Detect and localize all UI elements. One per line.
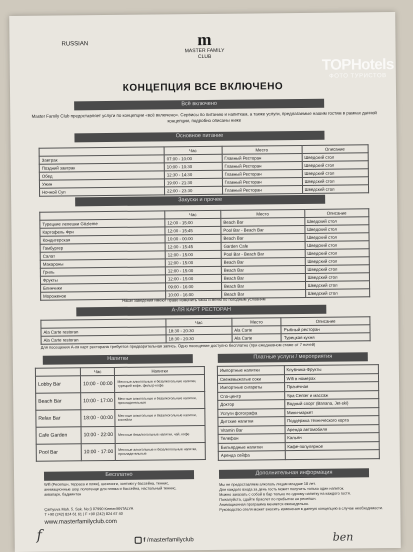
social-text: /masterfamilyclub (147, 537, 194, 544)
cell: Кафе-популярное (285, 441, 379, 450)
cell: Beach Bar (221, 281, 305, 290)
column-header: Напитки (115, 367, 205, 376)
cell: Garden Cafe (221, 241, 305, 250)
cell: Ужин (39, 179, 164, 188)
cell: 19:00 - 21:30 (164, 178, 222, 187)
bar-name: Pool Bar (36, 444, 81, 461)
cell: Главный Ресторан (222, 185, 302, 194)
column-header: Час (80, 367, 115, 375)
cell: 12:00 - 15:45 (165, 226, 221, 235)
cell: Beach Bar (221, 217, 305, 226)
cell: Ala Carte restoran (41, 335, 166, 344)
cell: Турецкие лепешки Gözleme (40, 219, 165, 228)
list-item: Анимационная программа меняется еженедельно. (219, 501, 309, 507)
cell: Главный Ресторан (222, 169, 302, 178)
cell: 12:00 - 15:45 (165, 242, 221, 251)
bar-name: Relax Bar (36, 410, 81, 427)
social-handle (135, 536, 194, 544)
cell: Фрукты (40, 275, 165, 284)
cell: Услуги фотографа (218, 408, 285, 417)
cell: Спа-центр (218, 391, 285, 400)
free-line: аквапарк, бадминтон (44, 492, 82, 497)
cell: Wifi в номерах (284, 373, 378, 382)
cell: Шведский стол (302, 177, 368, 186)
table-row (36, 426, 205, 445)
watermark (322, 56, 394, 80)
snacks-heading: Закуски и прочее (75, 195, 325, 207)
table-row (36, 392, 205, 411)
cell: Мороженое (41, 291, 166, 300)
cell: Beach Bar (222, 289, 306, 298)
bar-drinks: Местные алкогольные и безалкогольные напитки, коктейли (115, 409, 205, 427)
cell: Ala Carte (232, 326, 282, 335)
cell: Салат (40, 251, 165, 260)
bar-hours: 10:00 - 00:00 (80, 375, 115, 392)
services-heading: Платные услуги / мероприятия (218, 352, 368, 363)
cell: Прачечная (284, 382, 378, 391)
meals-heading: Основное питание (74, 131, 324, 143)
cell: Аренда сейфа (218, 451, 285, 460)
cell: 18:30 - 20:30 (166, 334, 232, 343)
cell: 10:00 - 16:00 (166, 290, 222, 299)
cell: Шведский стол (305, 273, 369, 282)
cell: Гамбургер (40, 243, 165, 252)
list-item: Руководство отеля может вносить изменения в данную концепцию в случае необходимости. (219, 506, 384, 512)
cell: Импортные сигареты (218, 383, 285, 392)
cell: Шведский стол (305, 225, 369, 234)
table-row (36, 443, 205, 462)
cell: Шведский стол (305, 289, 369, 298)
bar-hours: 10:00 - 17:00 (81, 443, 116, 460)
cell: Шведский стол (305, 265, 369, 274)
bar-drinks: Местные алкогольные и безалкогольные напитки, прохладительные (115, 392, 205, 410)
cell (285, 450, 379, 459)
column-header: Описание (302, 145, 368, 154)
cell: Beach Bar (221, 257, 305, 266)
facebook-icon: f (143, 537, 146, 544)
cell: Завтрак (39, 155, 164, 164)
cell: Шведский стол (304, 217, 368, 226)
footer-info (44, 481, 194, 526)
table-row (36, 409, 205, 428)
cell: Дитские напитки (218, 417, 285, 426)
snacks-note: Наши заведения имеют право изменить часы и меню по погодным условиям (122, 296, 266, 303)
cell: Beach Bar (221, 273, 305, 282)
bar-drinks: Местные безалкогольные напитки, чай, кофе (115, 426, 205, 444)
signature-left: f (36, 527, 42, 544)
cell: Доктор (218, 400, 285, 409)
bar-name: Lobby Bar (35, 376, 80, 393)
cell: Гриль (40, 267, 165, 276)
column-header: Час (166, 318, 232, 327)
list-item: Для каждого входа за день гость может получить только один напиток. (219, 486, 345, 492)
language-label: RUSSIAN (61, 41, 89, 48)
cell: 10:00 - 10:30 (164, 162, 222, 171)
watermark-brand: TOPHotels (321, 56, 394, 74)
cell: Картофель Фри (40, 227, 165, 236)
cell: Поздний завтрак (39, 163, 164, 172)
cell: Ночной Суп (40, 187, 165, 196)
cell: 09:00 - 16:00 (166, 282, 222, 291)
cell: Шведский стол (305, 233, 369, 242)
alacarte-heading: А-ЛЯ КАРТ РЕСТОРАН (76, 305, 326, 317)
list-item: Пожалуйста, сдайте браслет по прибытии на ресепшн. (219, 496, 317, 502)
cell: Шведский стол (305, 249, 369, 258)
free-heading: Бесплатно (44, 470, 194, 481)
column-header: Место (221, 209, 305, 218)
cell: 22:00 - 23:30 (165, 186, 223, 195)
bar-hours: 10:00 - 22:00 (81, 426, 116, 443)
intro-heading: Всё включено (74, 99, 324, 111)
cell: Vitamin Bar (218, 425, 285, 434)
bar-hours: 18:00 - 00:00 (81, 409, 116, 426)
cell: 12:00 - 15:00 (165, 250, 221, 259)
cell: Макароны (40, 259, 165, 268)
cell: Ala Carte restoran (41, 327, 166, 336)
logo-mark: m (197, 29, 212, 50)
cell: Шведский стол (302, 169, 368, 178)
instagram-icon (135, 537, 142, 544)
cell: Поддержка технического корта (285, 416, 379, 425)
cell: Шведский стол (302, 161, 368, 170)
free-line: анимационные шоу, полотенце для пляжа и бассейна, настольный теннис, (44, 486, 177, 492)
bar-name: Cafe Garden (36, 427, 81, 444)
cell: Pool Bar - Beach Bar (221, 249, 305, 258)
website: www.masterfamilyclub.com (44, 518, 117, 526)
cell: Шведский стол (302, 153, 368, 162)
cell: 12:30 - 14:30 (164, 170, 222, 179)
intro-text: Master Family Club предоставляет услуги по концепции «всё включено». Сервисы по питанию и напиткам, а также услуги, предлагаемые нашим гостям в рамках данной концепции, подробно описаны ниже (31, 110, 377, 124)
logo-line1: MASTER FAMILY (184, 47, 225, 55)
cell: Бильярдные напитки (218, 442, 285, 451)
meals-table (39, 144, 369, 196)
cell: Шведский стол (305, 281, 369, 290)
cell: Блинчики (41, 283, 166, 292)
cell: Шведский стол (305, 257, 369, 266)
alacarte-note: Для посещения А-ля карт ресторана требуется предварительная запись. Одно посещение доступно бесплатно (при ежедневном стаже от 7 ночей) (40, 341, 316, 350)
cell: 12:00 - 15:00 (165, 218, 221, 227)
cell: Свежевыжатые соки (217, 374, 284, 383)
column-header: Место (232, 318, 282, 327)
snacks-table (39, 208, 370, 300)
cell: Beach Bar (221, 265, 305, 274)
cell: Spa Center и массаж (284, 390, 378, 399)
cell: Аренда автомобиля (285, 424, 379, 433)
cell: 12:00 - 15:00 (165, 258, 221, 267)
table-row (218, 450, 379, 460)
cell: Импортные напитки (217, 366, 284, 375)
cell: Мини-маркет (284, 407, 378, 416)
column-header: Час (164, 146, 222, 155)
cell: Обед (39, 171, 164, 180)
cell: 18:30 - 20:30 (166, 326, 232, 335)
bar-name: Beach Bar (36, 393, 81, 410)
bar-hours: 10:00 - 17:00 (81, 392, 116, 409)
watermark-sub: ФОТО ТУРИСТОВ (329, 73, 387, 80)
cell: Главный Ресторан (222, 161, 302, 170)
services-table (217, 364, 380, 460)
cell: 12:00 - 15:00 (165, 266, 221, 275)
bar-drinks: Местные алкогольные и безалкогольные напитки, прохладительные (116, 443, 206, 461)
cell: Beach Bar (221, 233, 305, 242)
signature-right: ben (332, 530, 354, 544)
address: Çamyuva Mah. 5. Sok. No:3 07990 Kemer/ANTALYA (44, 506, 134, 512)
cell: 10:00 - 00:00 (165, 234, 221, 243)
phone: T +90 (242) 824 61 61 | F +90 (242) 824 67 40 (44, 511, 123, 517)
cell: Водный спорт (Banana, Jet-ski) (284, 399, 378, 408)
cell: Шведский стол (302, 185, 368, 194)
cell: Телефон (218, 434, 285, 443)
cell: Клубника-Фрукты (284, 365, 378, 374)
logo-line2: CLUB (197, 53, 212, 61)
cell: Главный Ресторан (222, 177, 302, 186)
hotel-logo (174, 29, 234, 61)
cell: Ala Carte (232, 334, 282, 343)
bars-heading: Напитки (43, 354, 193, 365)
additional-list (219, 481, 389, 513)
cell: Кальян (285, 433, 379, 442)
bars-table (35, 366, 206, 462)
cell: Кондитерская (40, 235, 165, 244)
cell: Рыбный ресторан (281, 325, 370, 334)
page-title: КОНЦЕПЦИЯ ВСЕ ВКЛЮЧЕНО (122, 81, 284, 94)
cell: 07:00 - 10:00 (164, 154, 222, 163)
list-item: Можно заказать с собой в бар только по одному напитку на каждого гостя. (219, 491, 351, 497)
list-item: Мы не предоставляем алкоголь лицам младше 18 лет. (219, 481, 316, 487)
column-header: Описание (304, 209, 368, 218)
cell: 12:00 - 15:00 (165, 274, 221, 283)
additional-heading: Дополнительная информация (219, 468, 369, 479)
cell: Pool Bar - Beach Bar (221, 225, 305, 234)
table-row (35, 375, 204, 394)
column-header: Описание (281, 317, 370, 326)
free-line: Wifi (Ресепшн, терраса и пляж), шезлонги, зонтики у бассейна, теннис, (44, 481, 170, 487)
alacarte-table (40, 316, 370, 344)
cell: Шведский стол (305, 241, 369, 250)
cell: Главный Ресторан (222, 153, 302, 162)
bar-drinks: Местные алкогольные и безалкогольные напитки, турецкий кофе, фильтр-кофе (115, 375, 205, 393)
column-header: Час (165, 210, 221, 219)
cell: Турецкая кухня (281, 333, 370, 342)
concept-sheet (9, 12, 401, 552)
column-header: Место (222, 145, 302, 154)
